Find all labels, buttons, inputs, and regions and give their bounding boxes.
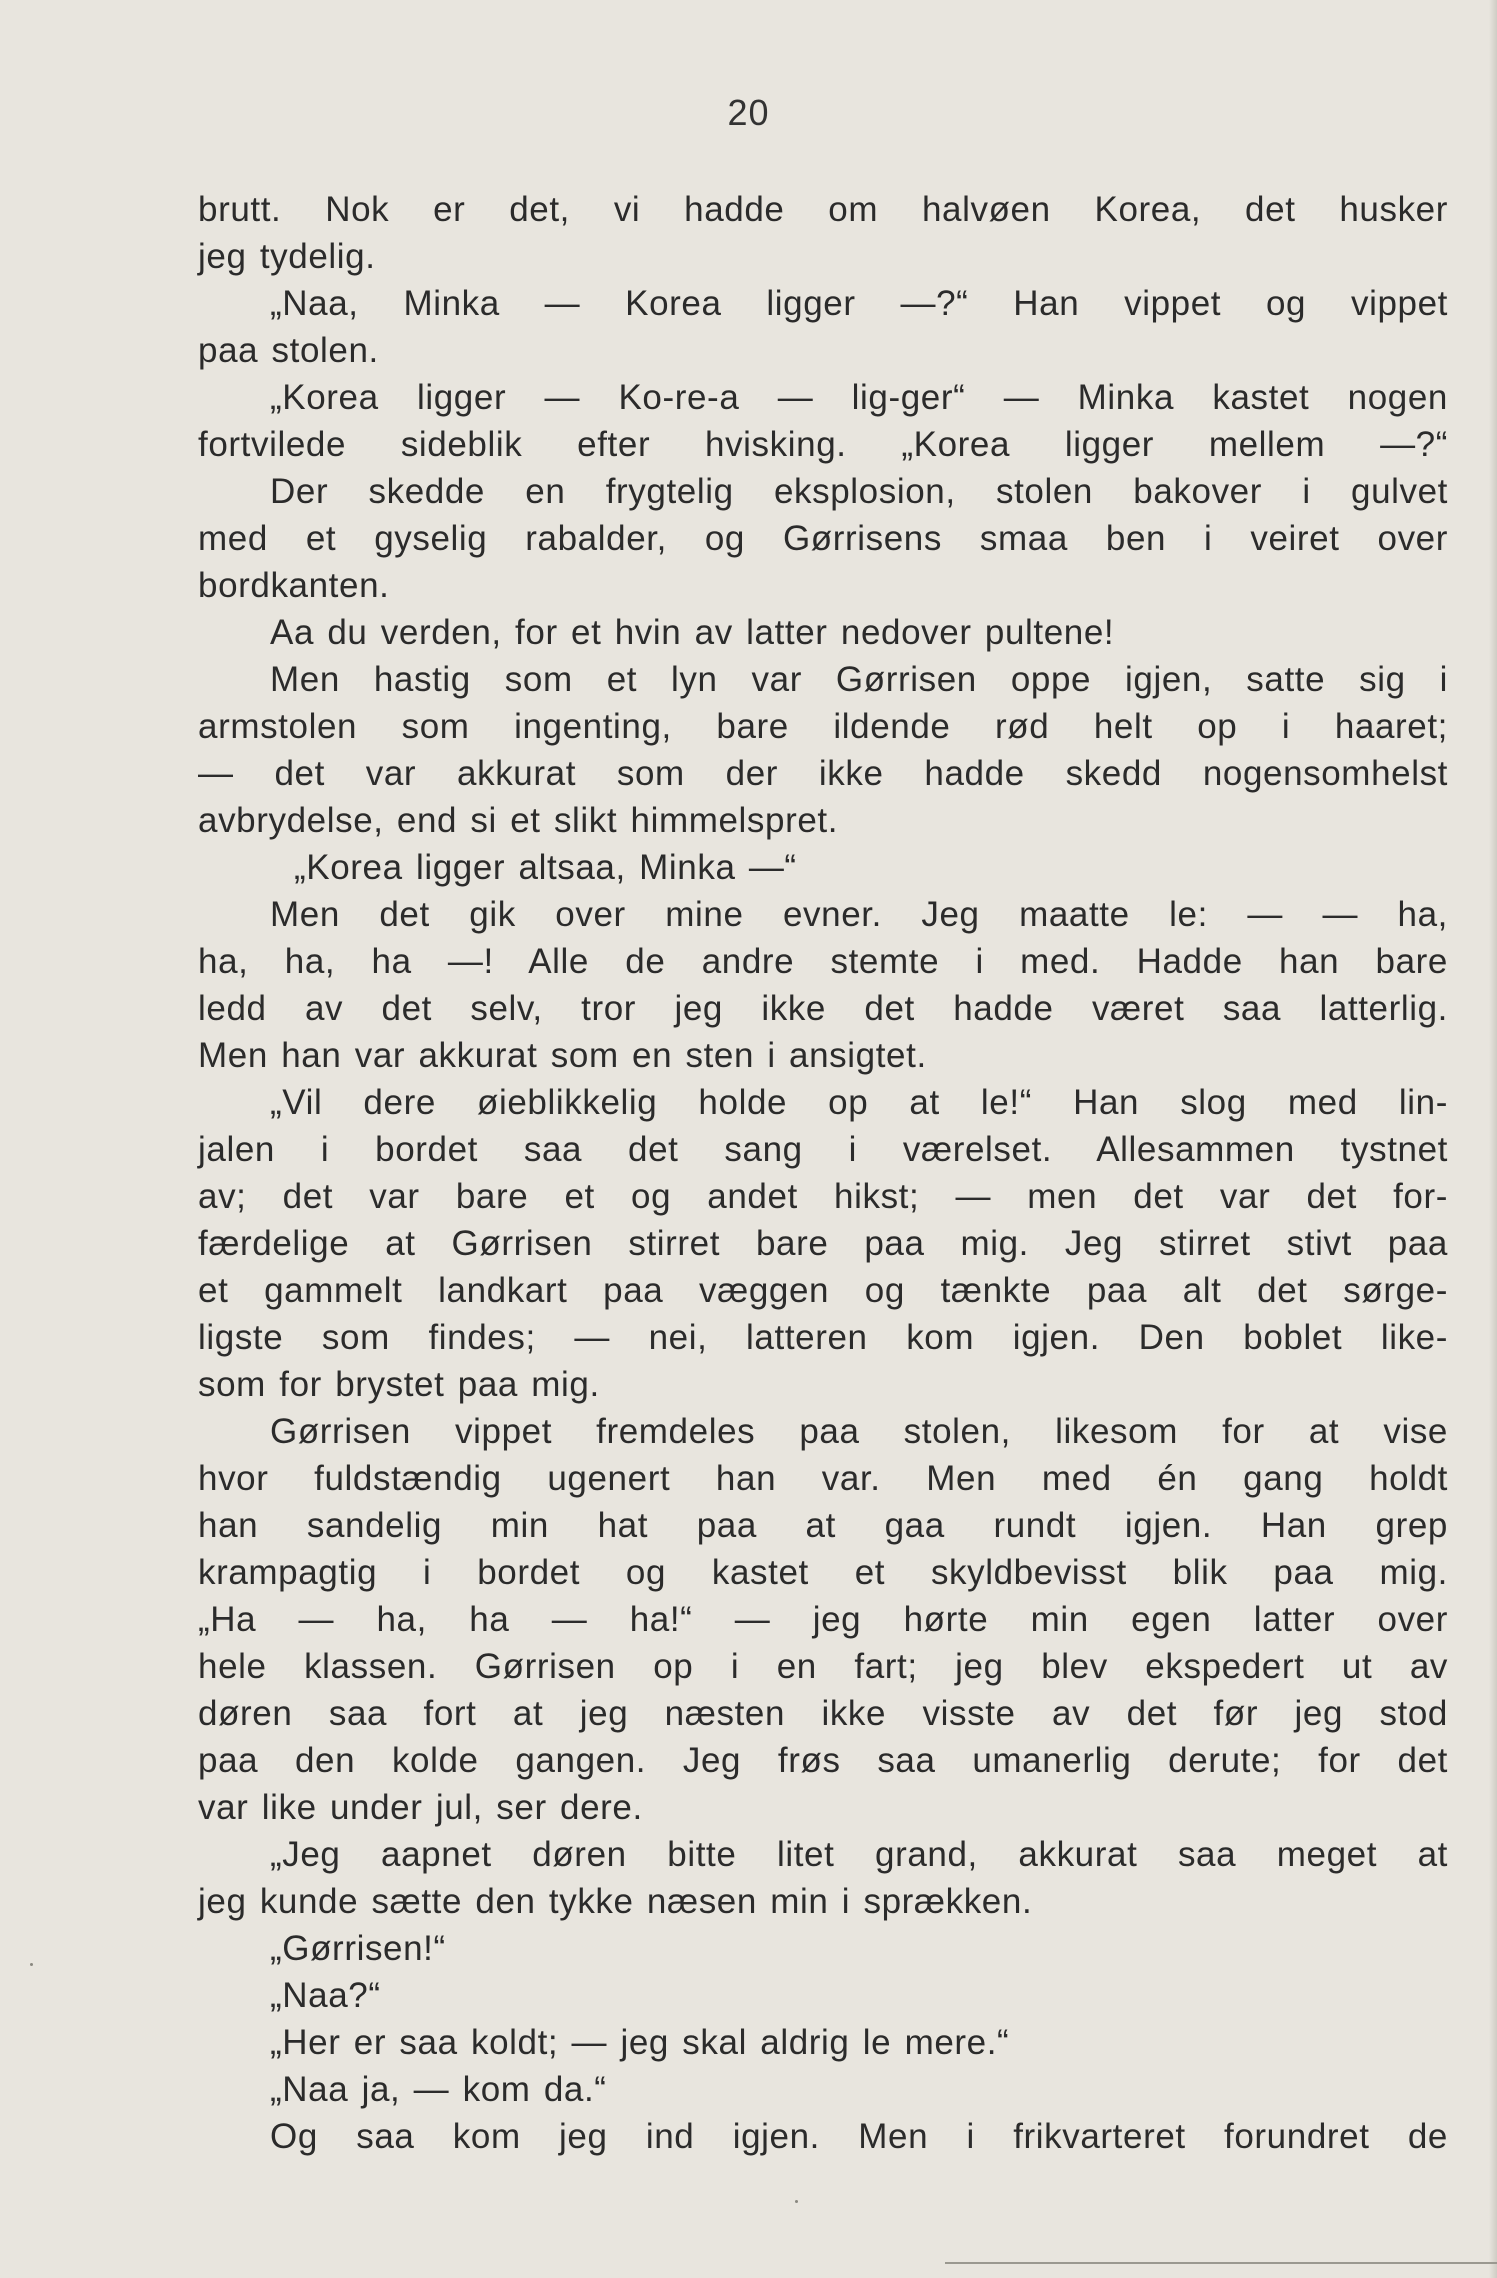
text-line: paa stolen. (198, 331, 379, 370)
text-line: hele klassen. Gørrisen op i en fart; jeg blev ekspedert ut av (198, 1647, 1448, 1686)
text-line: Og saa kom jeg ind igjen. Men i frikvarteret forundret de (270, 2117, 1448, 2156)
text-line: „Her er saa koldt; — jeg skal aldrig le mere.“ (270, 2023, 1010, 2062)
text-line: jeg kunde sætte den tykke næsen min i sprækken. (198, 1882, 1033, 1921)
bottom-edge-line (945, 2262, 1497, 2264)
text-line: jeg tydelig. (198, 237, 376, 276)
text-line: „Naa ja, — kom da.“ (270, 2070, 607, 2109)
text-line: døren saa fort at jeg næsten ikke visste av det før jeg stod (198, 1694, 1448, 1733)
text-line: avbrydelse, end si et slikt himmelspret. (198, 801, 839, 840)
text-line: „Gørrisen!“ (270, 1929, 446, 1968)
text-line: krampagtig i bordet og kastet et skyldbevisst blik paa mig. (198, 1553, 1448, 1592)
text-line: „Vil dere øieblikkelig holde op at le!“ Han slog med lin- (270, 1083, 1448, 1122)
text-line: Men han var akkurat som en sten i ansigtet. (198, 1036, 927, 1075)
text-line: paa den kolde gangen. Jeg frøs saa umanerlig derute; for det (198, 1741, 1448, 1780)
text-line: ha, ha, ha —! Alle de andre stemte i med. Hadde han bare (198, 942, 1448, 981)
text-line: ledd av det selv, tror jeg ikke det hadde været saa latterlig. (198, 989, 1448, 1028)
text-line: „Ha — ha, ha — ha!“ — jeg hørte min egen latter over (198, 1600, 1448, 1639)
paper-speck (30, 1963, 33, 1966)
text-line: som for brystet paa mig. (198, 1365, 600, 1404)
text-line: „Korea ligger — Ko-re-a — lig-ger“ — Minka kastet nogen (270, 378, 1448, 417)
text-line: Aa du verden, for et hvin av latter nedover pultene! (270, 613, 1115, 652)
text-line: — det var akkurat som der ikke hadde skedd nogensomhelst (198, 754, 1448, 793)
text-line: han sandelig min hat paa at gaa rundt igjen. Han grep (198, 1506, 1448, 1545)
text-line: Der skedde en frygtelig eksplosion, stolen bakover i gulvet (270, 472, 1448, 511)
text-line: „Naa?“ (270, 1976, 381, 2015)
text-line: Gørrisen vippet fremdeles paa stolen, likesom for at vise (270, 1412, 1448, 1451)
text-line: bordkanten. (198, 566, 390, 605)
text-line: Men det gik over mine evner. Jeg maatte le: — — ha, (270, 895, 1448, 934)
text-line: av; det var bare et og andet hikst; — men det var det for- (198, 1177, 1448, 1216)
paper-speck (795, 2200, 798, 2203)
text-line: fortvilede sideblik efter hvisking. „Korea ligger mellem —?“ (198, 425, 1448, 464)
text-line: hvor fuldstændig ugenert han var. Men med én gang holdt (198, 1459, 1448, 1498)
page-number: 20 (727, 92, 770, 133)
text-line: jalen i bordet saa det sang i værelset. Allesammen tystnet (198, 1130, 1448, 1169)
text-line: Men hastig som et lyn var Gørrisen oppe igjen, satte sig i (270, 660, 1448, 699)
text-line: „Jeg aapnet døren bitte litet grand, akkurat saa meget at (270, 1835, 1448, 1874)
text-line: „Naa, Minka — Korea ligger —?“ Han vippet og vippet (270, 284, 1448, 323)
body-text (198, 186, 1448, 2160)
text-line: armstolen som ingenting, bare ildende rød helt op i haaret; (198, 707, 1448, 746)
text-line: færdelige at Gørrisen stirret bare paa mig. Jeg stirret stivt paa (198, 1224, 1448, 1263)
text-line: brutt. Nok er det, vi hadde om halvøen Korea, det husker (198, 190, 1448, 229)
page-edge-shadow (1489, 0, 1497, 2278)
text-line: ligste som findes; — nei, latteren kom igjen. Den boblet like- (198, 1318, 1448, 1357)
text-line: med et gyselig rabalder, og Gørrisens smaa ben i veiret over (198, 519, 1448, 558)
text-line: et gammelt landkart paa væggen og tænkte paa alt det sørge- (198, 1271, 1448, 1310)
text-line: var like under jul, ser dere. (198, 1788, 643, 1827)
text-line: „Korea ligger altsaa, Minka —“ (294, 848, 797, 887)
